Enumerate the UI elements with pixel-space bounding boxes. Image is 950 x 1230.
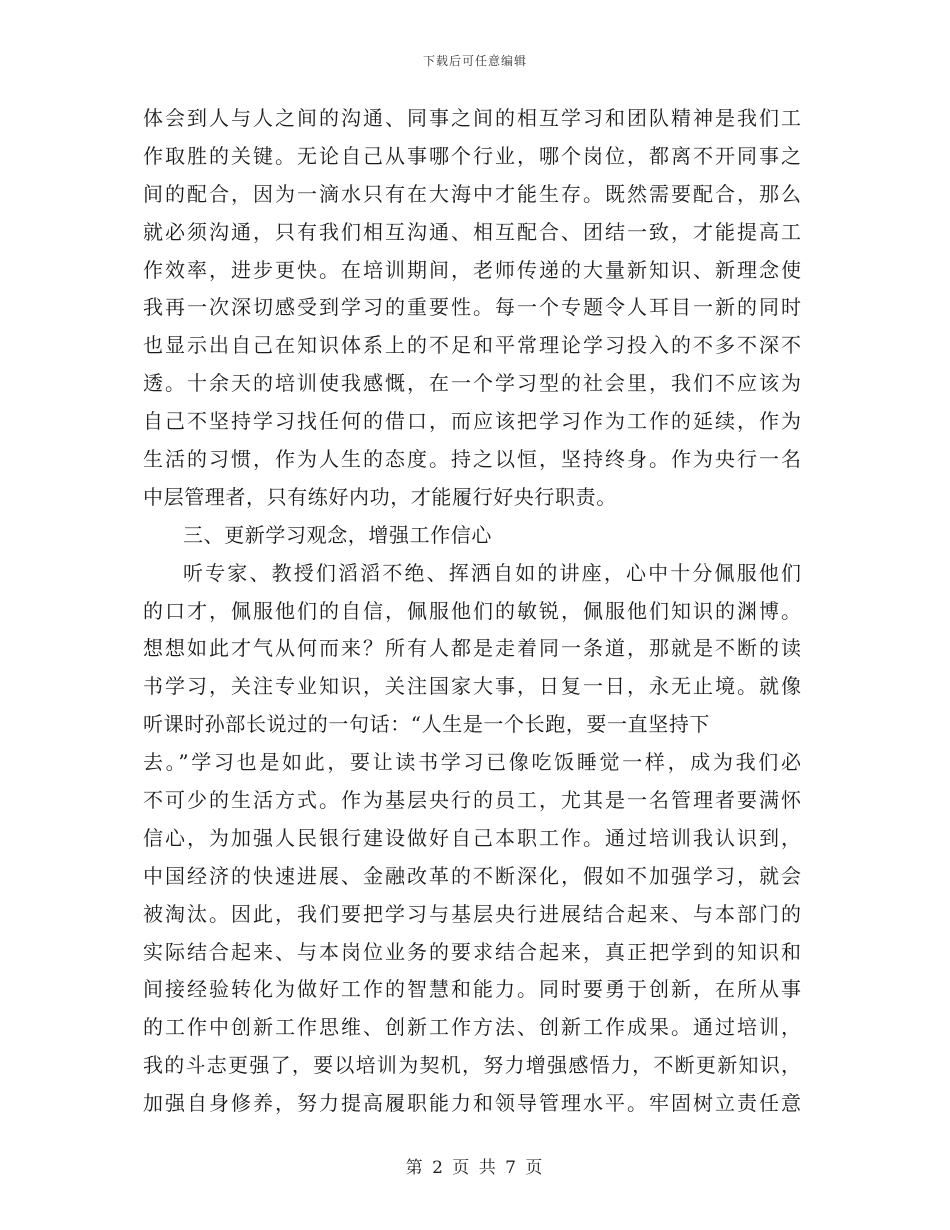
text-line: 被淘汰。因此，我们要把学习与基层央行进展结合起来、与本部门的 xyxy=(143,901,801,926)
text-line: 的工作中创新工作思维、创新工作方法、创新工作成果。通过培训， xyxy=(143,1015,801,1040)
text-line: 书学习，关注专业知识，关注国家大事，日复一日，永无止境。就像 xyxy=(143,674,801,699)
text-line: 自己不坚持学习找任何的借口，而应该把学习作为工作的延续，作为 xyxy=(143,409,801,434)
text-line: 听专家、教授们滔滔不绝、挥洒自如的讲座，心中十分佩服他们 xyxy=(183,560,801,585)
text-line: 间接经验转化为做好工作的智慧和能力。同时要勇于创新，在所从事 xyxy=(143,977,801,1002)
section-heading: 三、更新学习观念，增强工作信心 xyxy=(183,522,492,547)
text-line: 中国经济的快速进展、金融改革的不断深化，假如不加强学习，就会 xyxy=(143,863,801,888)
document-body xyxy=(143,100,801,1123)
text-line: 实际结合起来、与本岗位业务的要求结合起来，真正把学到的知识和 xyxy=(143,939,801,964)
text-line: 透。十余天的培训使我感慨，在一个学习型的社会里，我们不应该为 xyxy=(143,371,801,396)
text-line: 的口才，佩服他们的自信，佩服他们的敏锐，佩服他们知识的渊博。 xyxy=(143,598,801,623)
text-line: 不可少的生活方式。作为基层央行的员工，尤其是一名管理者要满怀 xyxy=(143,788,801,813)
text-line: 信心，为加强人民银行建设做好自己本职工作。通过培训我认识到， xyxy=(143,825,801,850)
text-line: 生活的习惯，作为人生的态度。持之以恒，坚持终身。作为央行一名 xyxy=(143,447,801,472)
text-line: 就必须沟通，只有我们相互沟通、相互配合、团结一致，才能提高工 xyxy=(143,219,801,244)
text-line: 作取胜的关键。无论自己从事哪个行业，哪个岗位，都离不开同事之 xyxy=(143,143,801,168)
text-line: 去。”学习也是如此，要让读书学习已像吃饭睡觉一样，成为我们必 xyxy=(143,750,801,775)
page-header-note: 下载后可任意编辑 xyxy=(422,54,527,68)
text-line: 我的斗志更强了，要以培训为契机，努力增强感悟力，不断更新知识， xyxy=(143,1053,801,1078)
text-line: 作效率，进步更快。在培训期间，老师传递的大量新知识、新理念使 xyxy=(143,257,801,282)
text-line: 中层管理者，只有练好内功，才能履行好央行职责。 xyxy=(143,484,617,509)
text-line: 加强自身修养，努力提高履职能力和领导管理水平。牢固树立责任意 xyxy=(143,1091,801,1116)
text-line: 间的配合，因为一滴水只有在大海中才能生存。既然需要配合，那么 xyxy=(143,181,801,206)
text-line: 想想如此才气从何而来？所有人都是走着同一条道，那就是不断的读 xyxy=(143,636,801,661)
text-line: 也显示出自己在知识体系上的不足和平常理论学习投入的不多不深不 xyxy=(143,333,801,358)
text-line: 听课时孙部长说过的一句话：“人生是一个长跑，要一直坚持下 xyxy=(143,712,711,737)
text-line: 体会到人与人之间的沟通、同事之间的相互学习和团队精神是我们工 xyxy=(143,106,801,130)
page-number: 第 2 页 共 7 页 xyxy=(405,1158,545,1178)
text-line: 我再一次深切感受到学习的重要性。每一个专题令人耳目一新的同时 xyxy=(143,295,801,320)
